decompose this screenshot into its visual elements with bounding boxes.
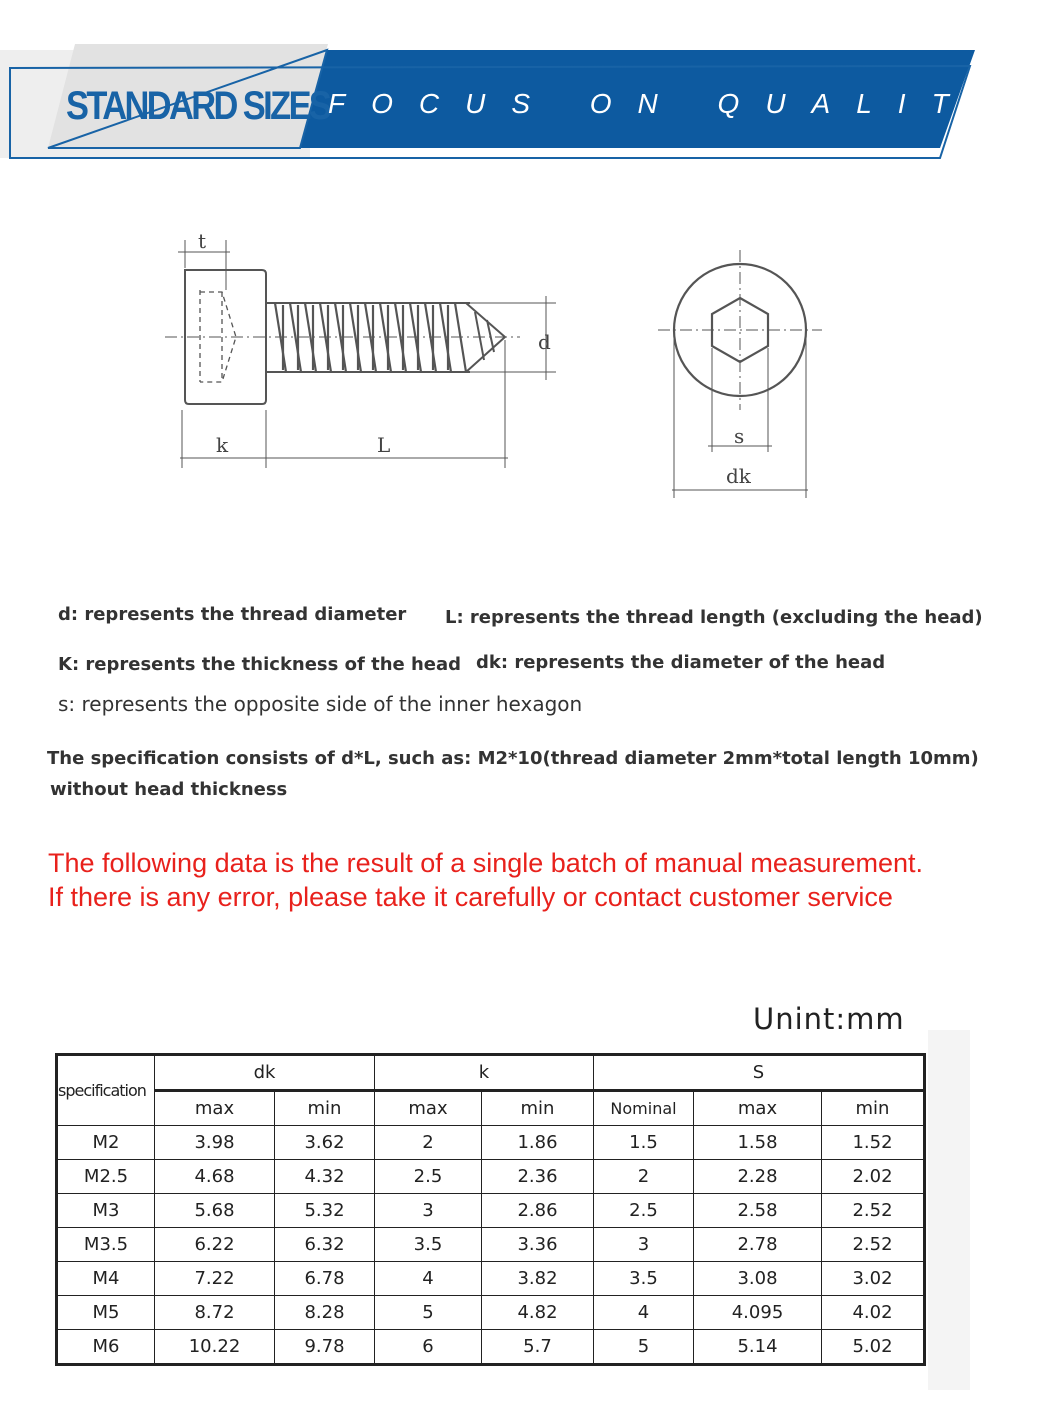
value-cell: 3 bbox=[375, 1194, 482, 1228]
screw-diagram bbox=[0, 200, 980, 510]
value-cell: 1.86 bbox=[482, 1126, 594, 1160]
value-cell: 3 bbox=[594, 1228, 694, 1262]
side-strip bbox=[928, 1030, 970, 1390]
value-cell: 3.5 bbox=[375, 1228, 482, 1262]
value-cell: 4 bbox=[594, 1296, 694, 1330]
label-d: d bbox=[538, 330, 551, 354]
value-cell: 2.52 bbox=[822, 1228, 925, 1262]
legend-s: s: represents the opposite side of the inner hexagon bbox=[58, 692, 583, 716]
header-k: k bbox=[375, 1055, 594, 1091]
value-cell: 4.68 bbox=[155, 1160, 275, 1194]
value-cell: 4.095 bbox=[694, 1296, 822, 1330]
subheader: max bbox=[375, 1091, 482, 1126]
spec-cell: M4 bbox=[57, 1262, 155, 1296]
value-cell: 3.02 bbox=[822, 1262, 925, 1296]
value-cell: 2.5 bbox=[375, 1160, 482, 1194]
spec-table bbox=[55, 1053, 926, 1366]
table-row bbox=[57, 1330, 925, 1365]
value-cell: 1.52 bbox=[822, 1126, 925, 1160]
table-row bbox=[57, 1296, 925, 1330]
subheader: min bbox=[822, 1091, 925, 1126]
banner-slogan: FOCUS ON QUALITYE bbox=[328, 88, 1064, 119]
value-cell: 2 bbox=[375, 1126, 482, 1160]
spec-explanation: The specification consists of d*L, such as: M2*10(thread diameter 2mm*total length 10mm) bbox=[47, 748, 979, 769]
value-cell: 2 bbox=[594, 1160, 694, 1194]
label-k: k bbox=[216, 433, 229, 457]
subheader: max bbox=[694, 1091, 822, 1126]
spec-cell: M6 bbox=[57, 1330, 155, 1365]
value-cell: 3.62 bbox=[275, 1126, 375, 1160]
screw-side-view bbox=[165, 229, 556, 468]
value-cell: 5 bbox=[375, 1296, 482, 1330]
value-cell: 5.68 bbox=[155, 1194, 275, 1228]
value-cell: 3.36 bbox=[482, 1228, 594, 1262]
header-dk: dk bbox=[155, 1055, 375, 1091]
header-s: S bbox=[594, 1055, 925, 1091]
banner-title: STANDARD SIZES bbox=[66, 84, 330, 128]
spec-cell: M3.5 bbox=[57, 1228, 155, 1262]
subheader: Nominal bbox=[594, 1091, 694, 1126]
subheader: max bbox=[155, 1091, 275, 1126]
label-s: s bbox=[734, 424, 745, 448]
value-cell: 1.5 bbox=[594, 1126, 694, 1160]
value-cell: 6.22 bbox=[155, 1228, 275, 1262]
value-cell: 6.32 bbox=[275, 1228, 375, 1262]
value-cell: 4.02 bbox=[822, 1296, 925, 1330]
value-cell: 2.78 bbox=[694, 1228, 822, 1262]
legend-L: L: represents the thread length (excluding the head) bbox=[445, 607, 983, 628]
value-cell: 2.86 bbox=[482, 1194, 594, 1228]
notice-line-2: If there is any error, please take it carefully or contact customer service bbox=[48, 882, 893, 912]
value-cell: 5 bbox=[594, 1330, 694, 1365]
spec-explanation-cont: without head thickness bbox=[50, 779, 288, 800]
value-cell: 4 bbox=[375, 1262, 482, 1296]
spec-cell: M2.5 bbox=[57, 1160, 155, 1194]
value-cell: 5.32 bbox=[275, 1194, 375, 1228]
value-cell: 4.32 bbox=[275, 1160, 375, 1194]
spec-cell: M2 bbox=[57, 1126, 155, 1160]
table-row bbox=[57, 1126, 925, 1160]
value-cell: 2.5 bbox=[594, 1194, 694, 1228]
value-cell: 2.02 bbox=[822, 1160, 925, 1194]
spec-cell: M3 bbox=[57, 1194, 155, 1228]
legend-dk: dk: represents the diameter of the head bbox=[476, 652, 886, 673]
value-cell: 2.28 bbox=[694, 1160, 822, 1194]
value-cell: 8.28 bbox=[275, 1296, 375, 1330]
value-cell: 7.22 bbox=[155, 1262, 275, 1296]
value-cell: 9.78 bbox=[275, 1330, 375, 1365]
spec-cell: M5 bbox=[57, 1296, 155, 1330]
legend-K: K: represents the thickness of the head bbox=[58, 654, 462, 675]
label-t: t bbox=[198, 229, 207, 253]
subheader: min bbox=[482, 1091, 594, 1126]
value-cell: 10.22 bbox=[155, 1330, 275, 1365]
value-cell: 3.98 bbox=[155, 1126, 275, 1160]
table-row bbox=[57, 1160, 925, 1194]
table-row bbox=[57, 1228, 925, 1262]
header-specification: specification bbox=[57, 1055, 155, 1126]
value-cell: 5.7 bbox=[482, 1330, 594, 1365]
label-L: L bbox=[377, 433, 391, 457]
notice-line-1: The following data is the result of a single batch of manual measurement. bbox=[48, 848, 923, 878]
value-cell: 3.5 bbox=[594, 1262, 694, 1296]
value-cell: 5.02 bbox=[822, 1330, 925, 1365]
value-cell: 2.58 bbox=[694, 1194, 822, 1228]
value-cell: 4.82 bbox=[482, 1296, 594, 1330]
value-cell: 6 bbox=[375, 1330, 482, 1365]
value-cell: 2.52 bbox=[822, 1194, 925, 1228]
value-cell: 2.36 bbox=[482, 1160, 594, 1194]
value-cell: 6.78 bbox=[275, 1262, 375, 1296]
value-cell: 3.08 bbox=[694, 1262, 822, 1296]
screw-top-view bbox=[658, 250, 822, 498]
legend-d: d: represents the thread diameter bbox=[58, 604, 407, 625]
table-row bbox=[57, 1262, 925, 1296]
label-dk: dk bbox=[726, 464, 751, 488]
value-cell: 8.72 bbox=[155, 1296, 275, 1330]
value-cell: 5.14 bbox=[694, 1330, 822, 1365]
subheader: min bbox=[275, 1091, 375, 1126]
table-row bbox=[57, 1194, 925, 1228]
value-cell: 3.82 bbox=[482, 1262, 594, 1296]
unit-label: Unint:mm bbox=[753, 1002, 905, 1036]
value-cell: 1.58 bbox=[694, 1126, 822, 1160]
